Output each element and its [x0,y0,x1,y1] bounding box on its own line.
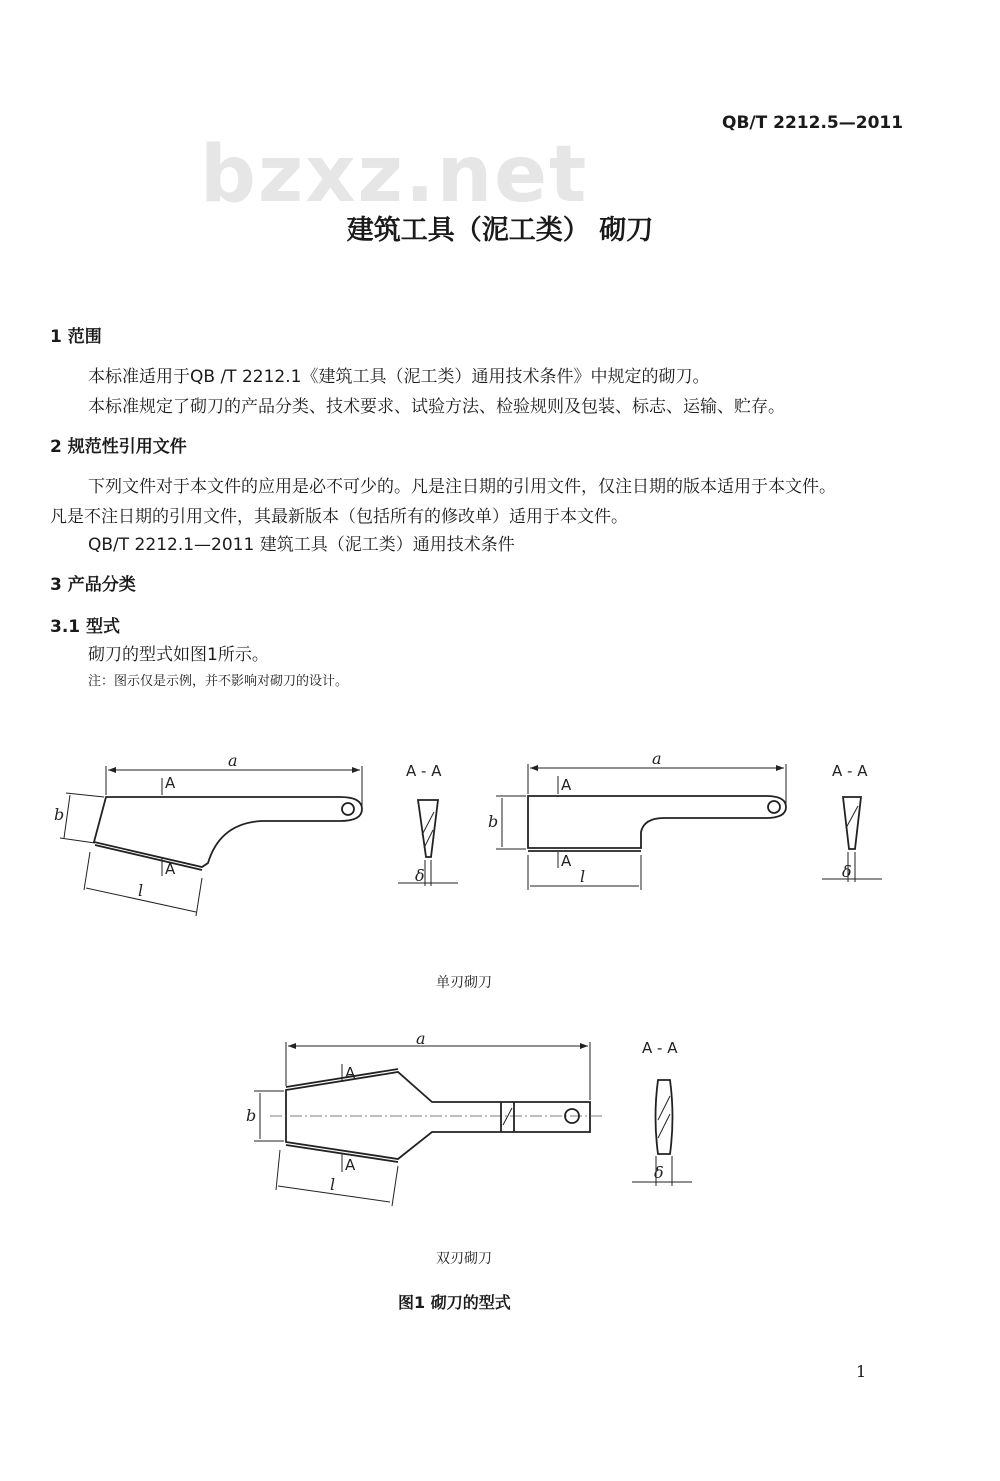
section-1-heading: 1 范围 [50,327,102,347]
dim-delta-label: δ [842,862,852,881]
section-1-para-1: 本标准适用于QB /T 2212.1《建筑工具（泥工类）通用技术条件》中规定的砌刀。 [88,367,710,387]
page-number: 1 [856,1362,867,1381]
document-title: 建筑工具（泥工类） 砌刀 [346,215,654,246]
section-3-1-text: 砌刀的型式如图1所示。 [88,645,269,665]
dim-a-label: a [228,751,238,770]
section-mark-a: A [165,774,176,792]
dim-delta-label: δ [415,866,425,885]
section-mark-a: A [561,776,572,794]
caption-single-edge: 单刃砌刀 [436,975,492,991]
section-3-1-heading: 3.1 型式 [50,617,121,637]
section-mark-a: A [561,852,572,870]
standard-code: QB/T 2212.5—2011 [722,113,904,133]
section-view-label: A - A [832,762,868,780]
dim-l-label: l [580,867,586,886]
watermark: bzxz.net [200,130,589,220]
section-2-reference: QB/T 2212.1—2011 建筑工具（泥工类）通用技术条件 [88,535,515,555]
caption-double-edge: 双刃砌刀 [436,1251,492,1267]
double-edge-trowel [246,1029,604,1206]
dim-a-label: a [652,749,662,768]
single-edge-section-view-2 [822,762,882,882]
section-2-para-1a: 下列文件对于本文件的应用是必不可少的。凡是注日期的引用文件，仅注日期的版本适用于本文件。 [88,477,836,497]
dim-delta-label: δ [654,1163,664,1182]
section-mark-a: A [165,860,176,878]
section-view-label: A - A [642,1039,678,1057]
section-1-para-2: 本标准规定了砌刀的产品分类、技术要求、试验方法、检验规则及包装、标志、运输、贮存。 [88,397,785,417]
dim-a-label: a [416,1029,426,1048]
figure-title: 图1 砌刀的型式 [398,1293,511,1312]
section-mark-a: A [345,1156,356,1174]
single-edge-section-view-1 [398,762,458,886]
section-mark-a: A [345,1064,356,1082]
dim-b-label: b [54,805,65,824]
section-view-label: A - A [406,762,442,780]
dim-b-label: b [488,812,499,831]
single-edge-trowel-tapered [54,751,362,916]
dim-l-label: l [330,1175,336,1194]
section-3-heading: 3 产品分类 [50,575,136,595]
double-edge-section-view [632,1039,692,1186]
section-2-heading: 2 规范性引用文件 [50,437,187,457]
figure-note: 注：图示仅是示例，并不影响对砌刀的设计。 [88,674,349,689]
dim-l-label: l [138,881,144,900]
dim-b-label: b [246,1106,257,1125]
section-2-para-1b: 凡是不注日期的引用文件，其最新版本（包括所有的修改单）适用于本文件。 [50,507,628,527]
single-edge-trowel-straight [488,749,786,890]
